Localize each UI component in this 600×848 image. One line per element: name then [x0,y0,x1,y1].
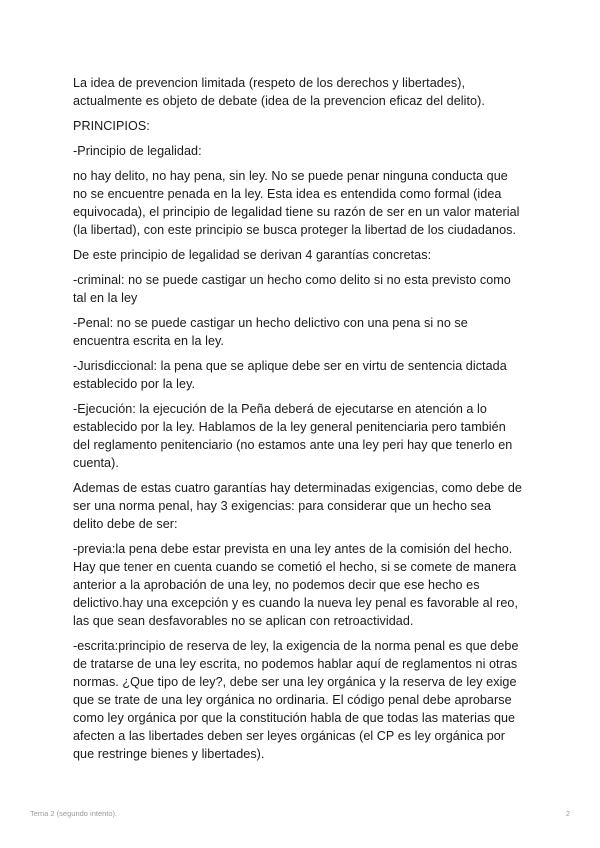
paragraph-garantia-jurisdiccional: -Jurisdiccional: la pena que se aplique debe ser en virtu de sentencia dictada establecido por la ley. [73,359,507,391]
paragraph-exigencias-intro: Ademas de estas cuatro garantías hay determinadas exigencias, como debe de ser una norma penal, hay 3 exigencias: para considerar que un hecho sea delito debe de ser: [73,481,522,531]
page-number: 2 [565,809,570,818]
paragraph-no-hay-delito: no hay delito, no hay pena, sin ley. No se puede penar ninguna conducta que no se encuentre penada en la ley. Esta idea es entendida como formal (idea equivocada), el principio de legalidad tiene su razón de ser en un valor material (la libertad), con este principio se busca proteger la libertad de los ciudadanos. [73,169,520,237]
paragraph-exigencia-previa: -previa:la pena debe estar prevista en una ley antes de la comisión del hecho. Hay que tener en cuenta cuando se cometió el hecho, si se comete de manera anterior a la aprobación de una ley, no podemos decir que ese hecho es delictivo.hay una excepción y es cuando la nueva ley penal es favorable al reo, las que sean desfavorables no se aplican con retroactividad. [73,542,519,628]
heading-principio-legalidad: -Principio de legalidad: [73,144,202,158]
paragraph-garantia-penal: -Penal: no se puede castigar un hecho delictivo con una pena si no se encuentra escrita en la ley. [73,316,468,348]
paragraph-exigencia-escrita: -escrita:principio de reserva de ley, la exigencia de la norma penal es que debe de tratarse de una ley escrita, no podemos hablar aquí de reglamentos ni otras normas. ¿Que tipo de ley?, debe ser una ley orgánica y la reserva de ley exige que se trate de una ley orgánica no ordinaria. El código penal debe aprobarse como ley orgánica por que la constitución habla de que todas las materias que afecten a las libertades deben ser leyes orgánicas (el CP es ley orgánica por que restringe bienes y libertades). [73,639,519,761]
paragraph-garantia-ejecucion: -Ejecución: la ejecución de la Peña deberá de ejecutarse en atención a lo establecido por la ley. Hablamos de la ley general penitenciaria pero también del reglamento penitenciario (no estamos ante una ley peri hay que tenerlo en cuenta). [73,402,513,470]
paragraph-garantias-intro: De este principio de legalidad se derivan 4 garantías concretas: [73,248,432,262]
paragraph-garantia-criminal: -criminal: no se puede castigar un hecho como delito si no esta previsto como tal en la ley [73,273,511,305]
heading-principios: PRINCIPIOS: [73,119,150,133]
paragraph-prevencion: La idea de prevencion limitada (respeto de los derechos y libertades), actualmente es objeto de debate (idea de la prevencion eficaz del delito). [73,76,485,108]
document-body [73,74,535,770]
page-footer [30,809,570,818]
footer-title: Tema 2 (segundo intento). [30,809,118,818]
